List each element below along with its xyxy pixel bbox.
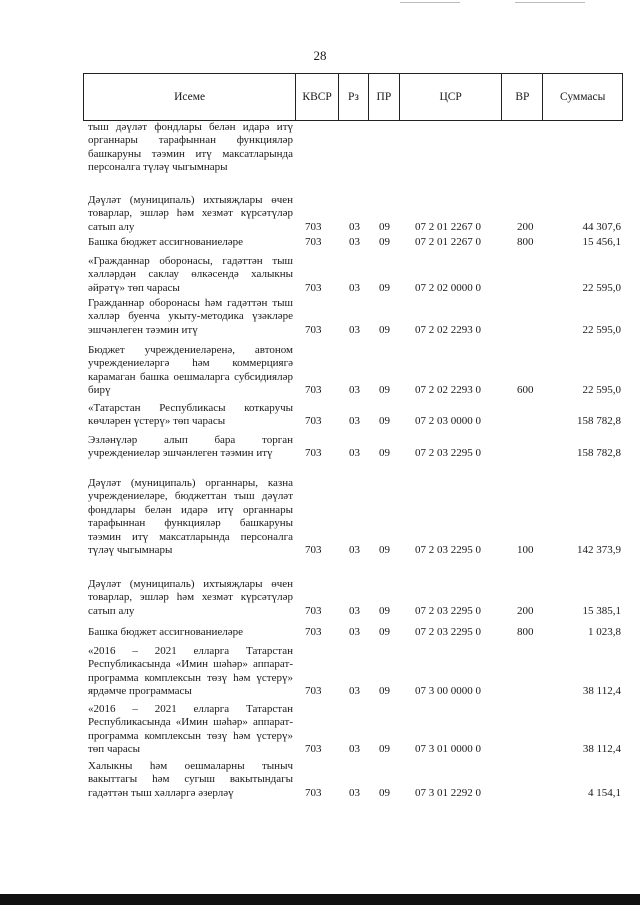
cell-csr: 07 2 03 2295 0 xyxy=(415,604,481,617)
cell-kvsr: 703 xyxy=(305,415,322,428)
cell-name: «Гражданнар оборонасы, гадәттән тыш хәлләрдән саклау өлкәсендә халыкны әйрәтү» төп чарасы xyxy=(88,255,293,294)
cell-rz: 03 xyxy=(349,786,360,799)
header-kvsr: КВСР xyxy=(296,74,339,120)
cell-rz: 03 xyxy=(349,281,360,294)
cell-vr: 800 xyxy=(517,236,534,248)
header-vr: ВР xyxy=(502,74,543,120)
cell-vr: 800 xyxy=(517,626,534,638)
cell-pr: 09 xyxy=(379,447,390,460)
cell-rz: 03 xyxy=(349,220,360,233)
cell-rz: 03 xyxy=(349,685,360,698)
cell-kvsr: 703 xyxy=(305,323,322,336)
cell-sum: 38 112,4 xyxy=(582,685,621,698)
cell-pr: 09 xyxy=(379,236,390,248)
cell-pr: 09 xyxy=(379,604,390,617)
table-row xyxy=(88,626,623,639)
cell-vr: 600 xyxy=(517,384,534,397)
cell-rz: 03 xyxy=(349,323,360,336)
cell-rz: 03 xyxy=(349,604,360,617)
table-row xyxy=(88,703,623,757)
header-rz: Рз xyxy=(339,74,369,120)
cell-csr: 07 3 01 0000 0 xyxy=(415,743,481,756)
cell-rz: 03 xyxy=(349,415,360,428)
page-number: 28 xyxy=(313,48,327,63)
cell-kvsr: 703 xyxy=(305,384,322,397)
cell-vr: 100 xyxy=(517,544,534,557)
cell-pr: 09 xyxy=(379,786,390,799)
top-edge-line xyxy=(515,2,585,3)
cell-sum: 44 307,6 xyxy=(582,220,621,233)
table-row xyxy=(88,255,623,295)
table-row xyxy=(88,121,623,175)
cell-name: «2016 – 2021 елларга Татарстан Республикасында «Имин шәһәр» аппарат-программа комплексын төзү һәм үстерү» ярдәмче программасы xyxy=(88,645,293,698)
cell-rz: 03 xyxy=(349,236,360,248)
cell-name: Башка бюджет ассигнованиеләре xyxy=(88,626,243,638)
table-row xyxy=(88,578,623,618)
cell-kvsr: 703 xyxy=(305,685,322,698)
table-row xyxy=(88,402,623,429)
cell-csr: 07 2 02 2293 0 xyxy=(415,323,481,336)
cell-csr: 07 2 03 2295 0 xyxy=(415,626,481,638)
cell-name: Халыкны һәм оешмаларны тыныч вакыттагы һәм сугыш вакытындагы гадәттән тыш хәлләргә әзерләү xyxy=(88,760,293,799)
table-row xyxy=(88,344,623,398)
cell-rz: 03 xyxy=(349,626,360,638)
cell-pr: 09 xyxy=(379,415,390,428)
table-row xyxy=(88,434,623,461)
cell-name: Бюджет учреждениеләренә, автоном учреждениеләргә һәм коммерциягә карамаган башка оешмаларга субсидияләр бирү xyxy=(88,344,293,397)
cell-kvsr: 703 xyxy=(305,236,322,248)
cell-kvsr: 703 xyxy=(305,281,322,294)
header-pr: ПР xyxy=(369,74,400,120)
table-row xyxy=(88,236,623,249)
cell-rz: 03 xyxy=(349,544,360,557)
cell-vr: 200 xyxy=(517,604,534,617)
cell-kvsr: 703 xyxy=(305,544,322,557)
cell-sum: 22 595,0 xyxy=(582,281,621,294)
cell-name: Дәүләт (муниципаль) ихтыяҗлары өчен товарлар, эшләр һәм хезмәт күрсәтүләр сатып алу xyxy=(88,578,293,617)
cell-csr: 07 2 01 2267 0 xyxy=(415,220,481,233)
cell-sum: 158 782,8 xyxy=(577,415,621,428)
cell-pr: 09 xyxy=(379,323,390,336)
table-header xyxy=(83,73,623,121)
table-row xyxy=(88,477,623,557)
table-row xyxy=(88,297,623,337)
cell-sum: 158 782,8 xyxy=(577,447,621,460)
cell-name: Башка бюджет ассигнованиеләре xyxy=(88,236,243,248)
cell-csr: 07 3 00 0000 0 xyxy=(415,685,481,698)
cell-pr: 09 xyxy=(379,384,390,397)
header-name: Исеме xyxy=(84,74,296,120)
cell-csr: 07 3 01 2292 0 xyxy=(415,786,481,799)
cell-kvsr: 703 xyxy=(305,626,322,638)
cell-csr: 07 2 01 2267 0 xyxy=(415,236,481,248)
cell-name: «Татарстан Республикасы коткаручы көчләрен үстерү» төп чарасы xyxy=(88,402,293,428)
cell-sum: 142 373,9 xyxy=(577,544,621,557)
cell-rz: 03 xyxy=(349,743,360,756)
cell-name: Эзләнүләр алып бара торган учреждениеләр эшчәнлеген тәэмин итү xyxy=(88,434,293,460)
cell-vr: 200 xyxy=(517,220,534,233)
cell-sum: 1 023,8 xyxy=(588,626,621,638)
cell-pr: 09 xyxy=(379,220,390,233)
cell-sum: 22 595,0 xyxy=(582,384,621,397)
scan-bottom-edge xyxy=(0,894,640,905)
cell-csr: 07 2 03 2295 0 xyxy=(415,447,481,460)
top-edge-line xyxy=(400,2,460,3)
cell-kvsr: 703 xyxy=(305,743,322,756)
cell-pr: 09 xyxy=(379,626,390,638)
cell-csr: 07 2 03 2295 0 xyxy=(415,544,481,557)
cell-pr: 09 xyxy=(379,685,390,698)
cell-name: Дәүләт (муниципаль) ихтыяҗлары өчен товарлар, эшләр һәм хезмәт күрсәтүләр сатып алу xyxy=(88,194,293,233)
cell-name: «2016 – 2021 елларга Татарстан Республикасында «Имин шәһәр» аппарат-программа комплексын төзү һәм үстерү» төп чарасы xyxy=(88,703,293,756)
cell-sum: 22 595,0 xyxy=(582,323,621,336)
cell-sum: 15 456,1 xyxy=(582,236,621,248)
table-row xyxy=(88,194,623,234)
cell-name: тыш дәүләт фондлары белән идарә итү органнары тарафыннан функцияләр башкаруны тәэмин итү максатларында персоналга түләү чыгымнары xyxy=(88,121,293,174)
table-row xyxy=(88,760,623,800)
header-sum: Суммасы xyxy=(559,91,606,103)
cell-csr: 07 2 02 0000 0 xyxy=(415,281,481,294)
cell-pr: 09 xyxy=(379,544,390,557)
cell-name: Гражданнар оборонасы һәм гадәттән тыш хәлләр буенча укыту-методика үзәкләре эшчәнлеген тәэмин итү xyxy=(88,297,293,336)
header-csr: ЦСР xyxy=(400,74,503,120)
cell-kvsr: 703 xyxy=(305,604,322,617)
cell-sum: 15 385,1 xyxy=(582,604,621,617)
cell-kvsr: 703 xyxy=(305,447,322,460)
cell-pr: 09 xyxy=(379,281,390,294)
cell-name: Дәүләт (муниципаль) органнары, казна учреждениеләре, бюджеттан тыш дәүләт фондлары белән идарә итү органнары тарафыннан функцияләр башкаруны тәэмин итү максатларында персоналга түләү чыгымнары xyxy=(88,477,293,557)
cell-sum: 38 112,4 xyxy=(582,743,621,756)
cell-kvsr: 703 xyxy=(305,786,322,799)
cell-rz: 03 xyxy=(349,384,360,397)
cell-csr: 07 2 02 2293 0 xyxy=(415,384,481,397)
cell-kvsr: 703 xyxy=(305,220,322,233)
cell-pr: 09 xyxy=(379,743,390,756)
cell-rz: 03 xyxy=(349,447,360,460)
table-row xyxy=(88,645,623,699)
cell-csr: 07 2 03 0000 0 xyxy=(415,415,481,428)
cell-sum: 4 154,1 xyxy=(588,786,621,799)
